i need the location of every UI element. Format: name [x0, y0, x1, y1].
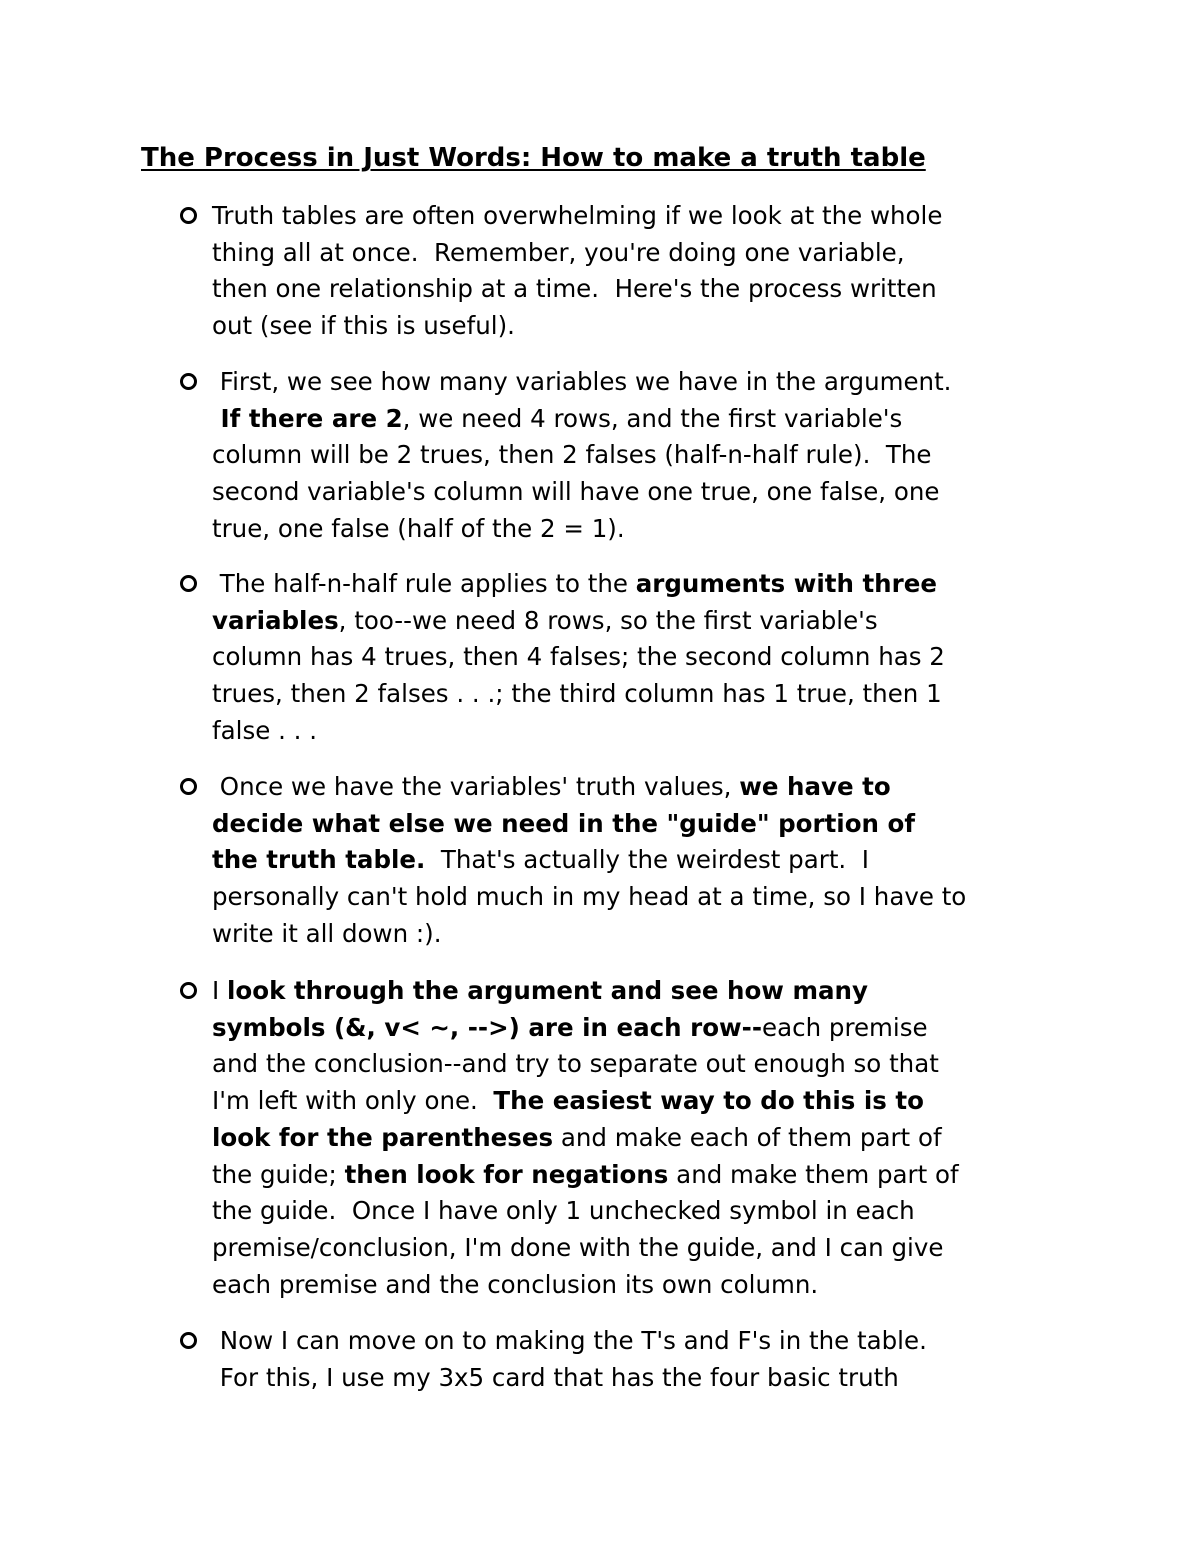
- text-line: [212, 806, 1082, 843]
- text-run: each premise and the conclusion its own column.: [212, 1269, 819, 1299]
- bold-text: decide what else we need in the "guide" portion of: [212, 808, 915, 838]
- bold-text: The easiest way to do this is to: [493, 1086, 924, 1116]
- bullet-text: [212, 364, 1082, 548]
- bullet-circle-icon: [180, 207, 197, 224]
- text-run: second variable's column will have one true, one false, one: [212, 477, 940, 507]
- bullet-text: [212, 198, 1082, 345]
- bold-text: If there are 2: [212, 403, 403, 433]
- text-line: [212, 1083, 1082, 1120]
- text-line: [212, 1010, 1082, 1047]
- bold-text: look through the argument and see how many: [227, 976, 868, 1005]
- text-run: trues, then 2 falses . . .; the third column has 1 true, then 1: [212, 679, 942, 709]
- bullet-text: [212, 973, 1082, 1303]
- text-line: [212, 603, 1082, 640]
- text-run: true, one false (half of the 2 = 1).: [212, 513, 625, 543]
- text-line: [212, 401, 1082, 438]
- text-line: [212, 1046, 1082, 1083]
- bullet-text: [212, 566, 1082, 750]
- bold-text: the truth table.: [212, 845, 426, 875]
- text-line: [212, 1193, 1082, 1230]
- text-line: [212, 271, 1082, 308]
- bullet-circle-icon: [180, 373, 197, 390]
- text-run: write it all down :).: [212, 918, 442, 948]
- text-line: [212, 1267, 1082, 1304]
- text-run: each premise: [762, 1012, 928, 1042]
- bullet-text: [212, 1323, 1082, 1396]
- text-line: [212, 769, 1082, 806]
- text-line: [212, 713, 1082, 750]
- bold-text: we have to: [739, 772, 891, 801]
- text-run: , too--we need 8 rows, so the first variable's: [338, 605, 878, 635]
- text-line: [212, 474, 1082, 511]
- bold-text: look for the parentheses: [212, 1122, 554, 1152]
- text-line: [212, 1230, 1082, 1267]
- text-run: false . . .: [212, 715, 318, 745]
- text-line: [212, 566, 1082, 603]
- bullet-circle-icon: [180, 575, 197, 592]
- text-run: then one relationship at a time. Here's the process written: [212, 274, 937, 304]
- text-run: the guide. Once I have only 1 unchecked symbol in each: [212, 1196, 915, 1226]
- text-line: [212, 235, 1082, 272]
- text-run: and the conclusion--and try to separate out enough so that: [212, 1049, 939, 1079]
- text-run: The half-n-half rule applies to the: [212, 569, 636, 598]
- text-line: [212, 511, 1082, 548]
- text-run: First, we see how many variables we have in the argument.: [212, 367, 952, 396]
- text-line: [212, 1360, 1082, 1397]
- text-line: [212, 879, 1082, 916]
- text-line: [212, 364, 1082, 401]
- bold-text: variables: [212, 605, 339, 635]
- text-run: personally can't hold much in my head at a time, so I have to: [212, 882, 967, 912]
- text-run: and make them part of: [668, 1159, 959, 1189]
- text-run: I: [212, 976, 228, 1005]
- bullet-text: [212, 769, 1082, 953]
- text-line: [212, 842, 1082, 879]
- text-run: , we need 4 rows, and the first variable's: [402, 403, 903, 433]
- text-line: [212, 437, 1082, 474]
- text-run: Now I can move on to making the T's and F's in the table.: [212, 1326, 927, 1355]
- bold-text: arguments with three: [635, 569, 937, 598]
- text-line: [212, 198, 1082, 235]
- text-run: column has 4 trues, then 4 falses; the second column has 2: [212, 642, 945, 672]
- text-run: the guide;: [212, 1159, 345, 1189]
- text-run: premise/conclusion, I'm done with the guide, and I can give: [212, 1232, 944, 1262]
- text-line: [212, 676, 1082, 713]
- text-run: thing all at once. Remember, you're doing one variable,: [212, 237, 905, 267]
- text-line: [212, 1120, 1082, 1157]
- document-title: The Process in Just Words: How to make a truth table: [141, 143, 926, 173]
- bold-text: then look for negations: [344, 1159, 669, 1189]
- text-run: and make each of them part of: [553, 1122, 942, 1152]
- text-line: [212, 1157, 1082, 1194]
- bullet-circle-icon: [180, 778, 197, 795]
- text-line: [212, 916, 1082, 953]
- bold-text: symbols (&, v< ~, -->) are in each row--: [212, 1012, 763, 1042]
- bullet-circle-icon: [180, 982, 197, 999]
- text-run: That's actually the weirdest part. I: [425, 845, 870, 875]
- text-run: column will be 2 trues, then 2 falses (half-n-half rule). The: [212, 440, 932, 470]
- text-run: Once we have the variables' truth values,: [212, 772, 740, 801]
- text-run: For this, I use my 3x5 card that has the four basic truth: [212, 1362, 899, 1392]
- text-line: [212, 973, 1082, 1010]
- text-run: Truth tables are often overwhelming if we look at the whole: [212, 201, 943, 230]
- text-run: I'm left with only one.: [212, 1086, 494, 1116]
- text-line: [212, 1323, 1082, 1360]
- text-line: [212, 639, 1082, 676]
- bullet-circle-icon: [180, 1332, 197, 1349]
- text-run: out (see if this is useful).: [212, 311, 515, 341]
- text-line: [212, 308, 1082, 345]
